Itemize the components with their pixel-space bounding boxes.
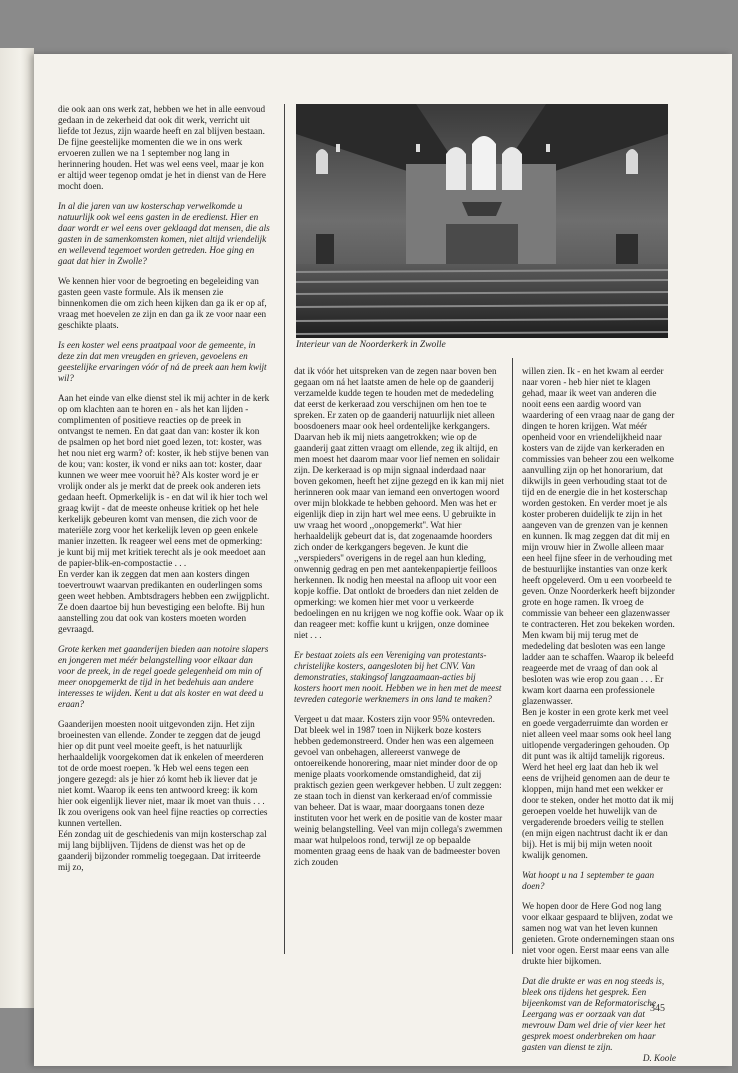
interview-question: Er bestaat zoiets als een Vereniging van protestants-christelijke kosters, aangesloten bij het CNV. Van demonstraties, stakingsof langzaamaan-acties bij kosters hoort men nooit. Hebben we in hen met de meest tevreden categorie werknemers in ons land te maken? — [294, 650, 502, 704]
interview-question: In al die jaren van uw kosterschap verwelkomde u natuurlijk ook wel eens gasten in de eredienst. Hier en daar wordt er wel eens over geklaagd dat mensen, die als gasten in de samenkomsten komen, niet altijd vriendelijk en wellevend tegemoet worden getreden. Hoe ging en gaat dat hier in Zwolle? — [58, 201, 270, 266]
paragraph: die ook aan ons werk zat, hebben we het in alle eenvoud gedaan in de zekerheid dat ook dit werk, verricht uit liefde tot Jezus, zijn waarde heeft en zal blijven bestaan. De fijne geestelijke momenten die we in ons werk ervoeren zullen we na 1 september nog lang in herinnering houden. Het was wel eens veel, maar je kon er altijd weer tegenop omdat je het in dienst van de Here mocht doen. — [58, 104, 266, 191]
paragraph: We kennen hier voor de begroeting en begeleiding van gasten geen vaste formule. Als ik mensen zie binnenkomen die om zich heen kijken dan ga ik er op af, vraag met hoevelen ze zijn en dan ga ik ze voor naar een geschikte plaats. — [58, 276, 267, 330]
paragraph: Aan het einde van elke dienst stel ik mij achter in de kerk op om klachten aan te horen en - als het kan lijden - complimenten of positieve reacties op de preek in ontvangst te nemen. En dat gaat dan van: koster ik kon de psalmen op het bord niet goed lezen, tot: koster, was het nou niet erg warm? of: koster, ik heb stijve benen van de kou; van: koster, ik vond er niks aan tot: koster, daar kunnen we weer mee vooruit hè? Als koster word je er vrolijk onder als je merkt dat de preek ook anderen iets gedaan heeft. Opmerkelijk is - en dat wil ik hier toch wel graag kwijt - dat de meeste onheuse kritiek op het hele kerkelijk gebeuren komt van mensen, die zich voor de materiële zorg voor het kerkelijk leven op geen enkele manier inzetten. Ik reageer wel eens met de opmerking: je kunt bij mij met kritiek terecht als je ook meedoet aan de papier-blik-en-compostactie . . . — [58, 393, 270, 568]
paragraph: Eén zondag uit de geschiedenis van mijn kosterschap zal mij lang bijblijven. Tijdens de dienst was het op de gaanderij bijzonder rommelig toegegaan. Dat irriteerde mij zo, — [58, 829, 267, 872]
column-rule — [284, 104, 285, 954]
text-column-3 — [522, 366, 676, 1073]
closing-note: Dat die drukte er was en nog steeds is, bleek ons tijdens het gesprek. Een bijeenkomst van de Reformatorische Leergang was er oorzaak van dat mevrouw Dam wel drie of vier keer het gesprek moest onderbreken om haar gasten van dienst te zijn. — [522, 976, 666, 1052]
paragraph: Gaanderijen moesten nooit uitgevonden zijn. Het zijn broeinesten van ellende. Zonder te zeggen dat de jeugd hier op dit punt veel moeite geeft, is het natuurlijk herhaaldelijk voorgekomen dat ik enkelen of meerderen tot de orde moest roepen. 'k Heb wel eens tegen een jongere gezegd: als je hier zó komt heb ik liever dat je niet komt. Waarop ik eens ten antwoord kreeg: ik kom hier ook eigenlijk liever niet, maar ik moet van thuis . . . Ik zou overigens ook van heel fijne reacties op correcties kunnen vertellen. — [58, 719, 268, 828]
text-column-2 — [294, 366, 504, 877]
facing-page-edge — [0, 48, 34, 1008]
text-column-1 — [58, 104, 270, 882]
interview-question: Wat hoopt u na 1 september te gaan doen? — [522, 870, 655, 891]
paragraph: We hopen door de Here God nog lang voor elkaar gespaard te blijven, zodat we samen nog wat van het leven kunnen genieten. Grote ondernemingen staan ons niet voor ogen. Eerst maar eens van alle drukte hier bijkomen. — [522, 901, 675, 966]
photo-caption: Interieur van de Noorderkerk in Zwolle — [296, 340, 446, 350]
page-number: 345 — [650, 1003, 665, 1014]
interview-question: Grote kerken met gaanderijen bieden aan notoire slapers en jongeren met méér belangstelling voor elkaar dan voor de preek, in de regel goede gelegenheid om min of meer onopgemerkt de tijd in het bedehuis aan andere interesses te wijden. Kent u dat als koster en wat deed u eraan? — [58, 644, 269, 709]
paragraph: Ben je koster in een grote kerk met veel en goede vergaderruimte dan worden er niet alleen veel maar soms ook heel lang uitlopende vergaderingen gehouden. Op dit punt was ik altijd tamelijk rigoreus. Werd het heel erg laat dan heb ik wel eens de vrijheid genomen aan de deur te kloppen, mijn hand met een wekker er door te steken, onder het motto dat ik mij geroepen voelde het huwelijk van de vergaderende broeders veilig te stellen (en mijn eigen nachtrust dacht ik er dan bij). Het is mij bij mijn weten nooit kwalijk genomen. — [522, 707, 674, 860]
interview-question: Is een koster wel eens praatpaal voor de gemeente, in deze zin dat men vreugden en grieven, gevoelens en geestelijke ervaringen vóór of ná de preek aan hem kwijt wil? — [58, 340, 267, 383]
column-rule — [512, 358, 513, 954]
paragraph: willen zien. Ik - en het kwam al eerder naar voren - heb hier niet te klagen gehad, maar ik weet van anderen die nooit eens een aardig woord van waardering of een vraag naar de gang der dingen te horen krijgen. Wat méér openheid voor en vriendelijkheid naar kosters van de zijde van kerkeraden en commissies van beheer zou een welkome aanvulling zijn op het honorarium, dat dikwijls in geen verhouding staat tot de tijd en de energie die in het kosterschap worden gestoken. En verder moet je als koster proberen duidelijk te zijn in het aangeven van de grenzen van je kennen en kunnen. Ik mag zeggen dat dit mij en mijn vrouw hier in Zwolle alleen maar een heel fijne sfeer in de verhouding met de bestuurlijke instanties van onze kerk heeft opgeleverd. Om u een voorbeeld te geven. Onze Noorderkerk heeft bijzonder grote en hoge ramen. Ik vroeg de commissie van beheer een glazenwasser te contracteren. Het zou bekeken worden. Men kwam bij mij terug met de mededeling dat besloten was een lange ladder aan te schaffen. Waarop ik beleefd reageerde met de vraag of dan ook al besloten was wie erop zou gaan . . . Er kwam kort daarna een professionele glazenwasser. — [522, 366, 675, 706]
author-signature: D. Koole — [642, 1053, 676, 1063]
church-interior-illustration — [296, 104, 668, 338]
paragraph: En verder kan ik zeggen dat men aan kosters dingen toevertrouwt waarvan predikanten en ouderlingen soms geen weet hebben. Ambtsdragers hebben een zwijgplicht. Ze doen daartoe bij hun bevestiging een belofte. Bij hun aanstelling zou dat ook van kosters moeten worden gevraagd. — [58, 569, 270, 634]
paragraph: dat ik vóór het uitspreken van de zegen naar boven ben gegaan om ná het laatste amen de hele op de gaanderij verzamelde kudde tegen te houden met de mededeling dat eerst de kerkeraad zou verschijnen om hen toe te spreken. Er zaten op de gaanderij natuurlijk niet alleen boosdoeners maar ook heel ordentelijke kerkgangers. Daarvan heb ik mij niets aangetrokken; wie op de gaanderij gaat zitten vraagt om ellende, zeg ik altijd, en men moest het daarom maar voor lief nemen en solidair zijn. De kerkeraad is op mijn signaal inderdaad naar boven gekomen, heeft het zijne gezegd en ik kan mij niet herinneren ook maar van iemand een onvertogen woord over mijn blokkade te hebben gehoord. Men was het er eigenlijk diep in zijn hart wel mee eens. U gebruikte in uw vraag het woord ,,onopgemerkt''. Wat hier herhaaldelijk gebeurt dat is, dat zogenaamde hoorders zich onder de kerkgangers begeven. Je kunt die ,,verspieders'' overigens in de regel aan hun kleding, onwennig gedrag en pen met aantekenpapiertje feilloos herkennen. Ik nodig hen meestal na afloop uit voor een kopje koffie. Dat ontlokt de broeders dan niet zelden de opmerking: we komen hier met voor u verkeerde bedoelingen en nu krijgen we nog koffie ook. Waar op ik dan reageer met: koffie kunt u krijgen, onze dominee niet . . . — [294, 366, 504, 640]
paragraph: Vergeet u dat maar. Kosters zijn voor 95% ontevreden. Dat bleek wel in 1987 toen in Nijkerk boze kosters hebben gedemonstreerd. Onder hen was een algemeen gevoel van onbehagen, allereerst vanwege de ontoereikende honorering, maar niet minder door de op menige plaats voorkomende omstandigheid, dat zij praktisch gezien geen werkgever hebben. U zult zeggen: ze staan toch in dienst van kerkeraad en/of commissie van beheer. Dat is waar, maar doorgaans tonen deze instituten voor het werk en de positie van de koster maar weinig belangstelling. Veel van mijn collega's zwemmen maar wat hulpeloos rond, terwijl ze op bepaalde momenten graag eens de haak van de badmeester boven zich zouden — [294, 714, 503, 867]
church-interior-photo — [296, 104, 668, 338]
